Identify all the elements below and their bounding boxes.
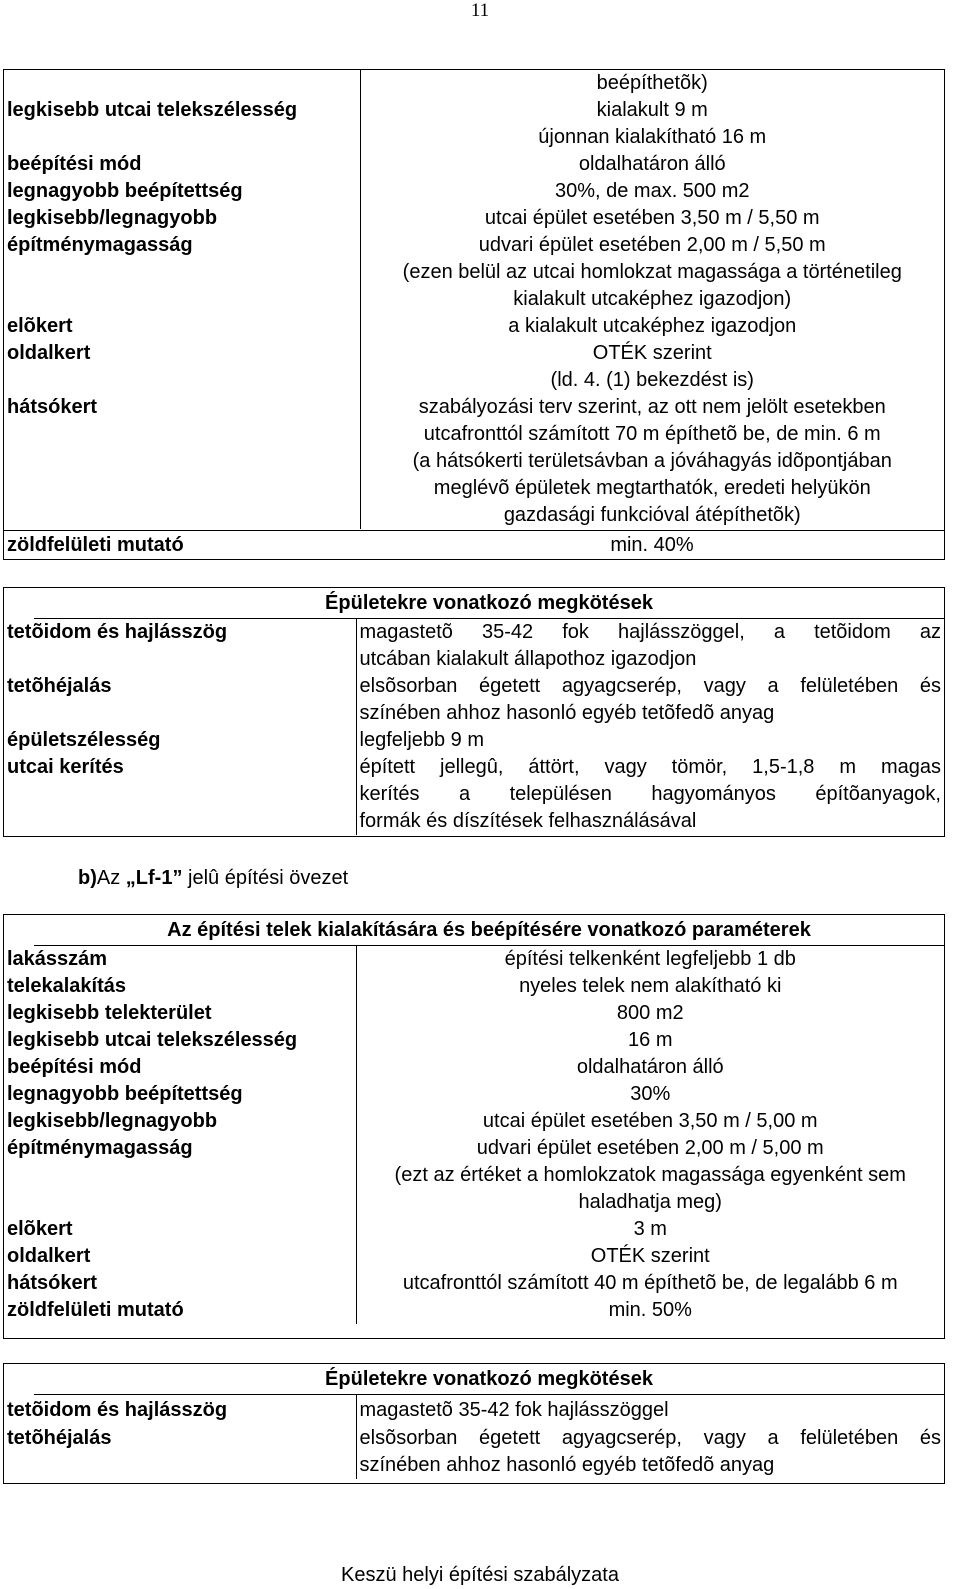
table-row [4, 946, 944, 973]
row-value: magastetõ 35-42 fok hajlásszöggel [359, 1399, 669, 1421]
row-value: 30%, de max. 500 m2 [554, 180, 750, 202]
lf1-building-constraints-table [3, 1363, 945, 1484]
row-value: (ezen belül az utcai homlokzat magassága a történetileg [402, 261, 902, 283]
row-value: (ezt az értéket a homlokzatok magassága egyenként sem [394, 1164, 906, 1186]
row-label: lakásszám [7, 948, 108, 970]
table-row [4, 1108, 944, 1216]
row-value: OTÉK szerint [590, 1245, 710, 1267]
table-row [4, 151, 944, 178]
row-value: 3 m [633, 1218, 667, 1240]
row-label: legnagyobb beépítettség [7, 1083, 243, 1105]
row-value: utcafronttól számított 70 m építhetõ be, de min. 6 m [423, 423, 881, 445]
row-value: min. 40% [610, 534, 694, 556]
building-constraints-table [3, 587, 945, 837]
row-value: 800 m2 [616, 1002, 684, 1024]
row-label: legkisebb/legnagyobb építménymagasság [7, 207, 218, 256]
table-header: Az építési telek kialakítására és beépítésére vonatkozó paraméterek [34, 915, 944, 946]
row-label: beépítési mód [7, 1056, 142, 1078]
row-value: oldalhatáron álló [576, 1056, 724, 1078]
row-value: min. 50% [608, 1299, 692, 1321]
page-footer: Keszü helyi építési szabályzata [341, 1564, 619, 1586]
row-label: tetõhéjalás [7, 675, 112, 697]
row-value: szabályozási terv szerint, az ott nem jelölt esetekben [418, 396, 886, 418]
row-value: színében ahhoz hasonló egyéb tetõfedõ anyag [359, 1454, 775, 1476]
table-row [4, 1425, 944, 1479]
table1-body [4, 70, 944, 529]
table-row [4, 754, 944, 835]
subtitle-text-b: jelû építési övezet [182, 867, 349, 889]
row-value: nyeles telek nem alakítható ki [519, 975, 782, 997]
row-label: oldalkert [7, 342, 91, 364]
row-value: haladhatja meg) [578, 1191, 722, 1213]
row-label: hátsókert [7, 1272, 98, 1294]
table-row [4, 619, 944, 673]
table-row [4, 1054, 944, 1081]
row-value: épített jellegû, áttört, vagy tömör, 1,5-1,8 m magas [359, 756, 941, 778]
row-label: tetõhéjalás [7, 1427, 112, 1449]
row-label: zöldfelületi mutató [7, 534, 184, 556]
row-label: tetõidom és hajlásszög [7, 1399, 228, 1421]
row-label: legkisebb telekterület [7, 1002, 212, 1024]
row-label: tetõidom és hajlásszög [7, 621, 228, 643]
subtitle-prefix: b) [78, 867, 97, 889]
table-row [4, 727, 944, 754]
row-value: oldalhatáron álló [578, 153, 726, 175]
row-value: (a hátsókerti területsávban a jóváhagyás idõpontjában [412, 450, 892, 472]
row-value: színében ahhoz hasonló egyéb tetõfedõ anyag [359, 702, 775, 724]
row-value: kerítés a településen hagyományos építõanyagok, [359, 783, 941, 805]
row-value: utcafronttól számított 40 m építhetõ be, de legalább 6 m [402, 1272, 898, 1294]
page-number: 11 [470, 0, 490, 21]
row-value: OTÉK szerint [592, 342, 712, 364]
zone-subtitle [78, 865, 348, 891]
table-row [4, 673, 944, 727]
table1-last-row [4, 530, 944, 560]
table-row [4, 340, 944, 394]
row-label: telekalakítás [7, 975, 126, 997]
row-value: formák és díszítések felhasználásával [359, 810, 697, 832]
row-label: épületszélesség [7, 729, 161, 751]
lf1-parameters-table [3, 914, 945, 1339]
table-row [4, 1297, 944, 1324]
row-value: újonnan kialakítható 16 m [538, 126, 767, 148]
subtitle-zone-code: „Lf-1” [125, 867, 183, 889]
table-row [4, 97, 944, 151]
row-label: zöldfelületi mutató [7, 1299, 184, 1321]
table-row [4, 70, 944, 97]
row-label: elõkert [7, 1218, 73, 1240]
row-value: kialakult 9 m [596, 99, 708, 121]
zone-parameters-table-continued [3, 69, 945, 560]
row-label [4, 70, 360, 97]
row-value: 16 m [628, 1029, 673, 1051]
row-label: legnagyobb beépítettség [7, 180, 243, 202]
table-header: Épületekre vonatkozó megkötések [34, 588, 944, 619]
row-value: építési telkenként legfeljebb 1 db [504, 948, 796, 970]
row-value: legfeljebb 9 m [359, 729, 485, 751]
row-value: magastetõ 35-42 fok hajlásszöggel, a tetõidom az [359, 621, 941, 643]
table-row [4, 313, 944, 340]
row-label: hátsókert [7, 396, 98, 418]
subtitle-text-a: Az [96, 867, 126, 889]
row-label: legkisebb/legnagyobb építménymagasság [7, 1110, 218, 1159]
row-label: oldalkert [7, 1245, 91, 1267]
row-label: beépítési mód [7, 153, 142, 175]
row-value: kialakult utcaképhez igazodjon) [513, 288, 792, 310]
row-label: legkisebb utcai telekszélesség [7, 99, 298, 121]
table-row [4, 1395, 944, 1425]
row-value: meglévõ épületek megtarthatók, eredeti helyükön [433, 477, 871, 499]
row-value: (ld. 4. (1) bekezdést is) [550, 369, 754, 391]
table-row [4, 394, 944, 529]
row-value: udvari épület esetében 2,00 m / 5,00 m [476, 1137, 824, 1159]
table-row [4, 1027, 944, 1054]
row-value: a kialakult utcaképhez igazodjon [508, 315, 797, 337]
row-label: legkisebb utcai telekszélesség [7, 1029, 298, 1051]
table-row [4, 1081, 944, 1108]
row-value: utcában kialakult állapothoz igazodjon [359, 648, 697, 670]
table-row [4, 973, 944, 1000]
table-row [4, 1000, 944, 1027]
table-row [4, 205, 944, 313]
row-value: beépíthetõk) [596, 72, 708, 94]
row-value: utcai épület esetében 3,50 m / 5,00 m [482, 1110, 818, 1132]
row-value: gazdasági funkcióval átépíthetõk) [503, 504, 801, 526]
row-value: 30% [630, 1083, 671, 1105]
row-value: elsõsorban égetett agyagcserép, vagy a felületében és [359, 675, 941, 697]
table-row [4, 178, 944, 205]
table-row [4, 1216, 944, 1243]
table-row [4, 1243, 944, 1270]
row-value: udvari épület esetében 2,00 m / 5,50 m [478, 234, 826, 256]
row-label: elõkert [7, 315, 73, 337]
table-header: Épületekre vonatkozó megkötések [34, 1364, 944, 1395]
row-label: utcai kerítés [7, 756, 124, 778]
row-value: elsõsorban égetett agyagcserép, vagy a felületében és [359, 1427, 941, 1449]
row-value: utcai épület esetében 3,50 m / 5,50 m [484, 207, 820, 229]
table-row [4, 1270, 944, 1297]
